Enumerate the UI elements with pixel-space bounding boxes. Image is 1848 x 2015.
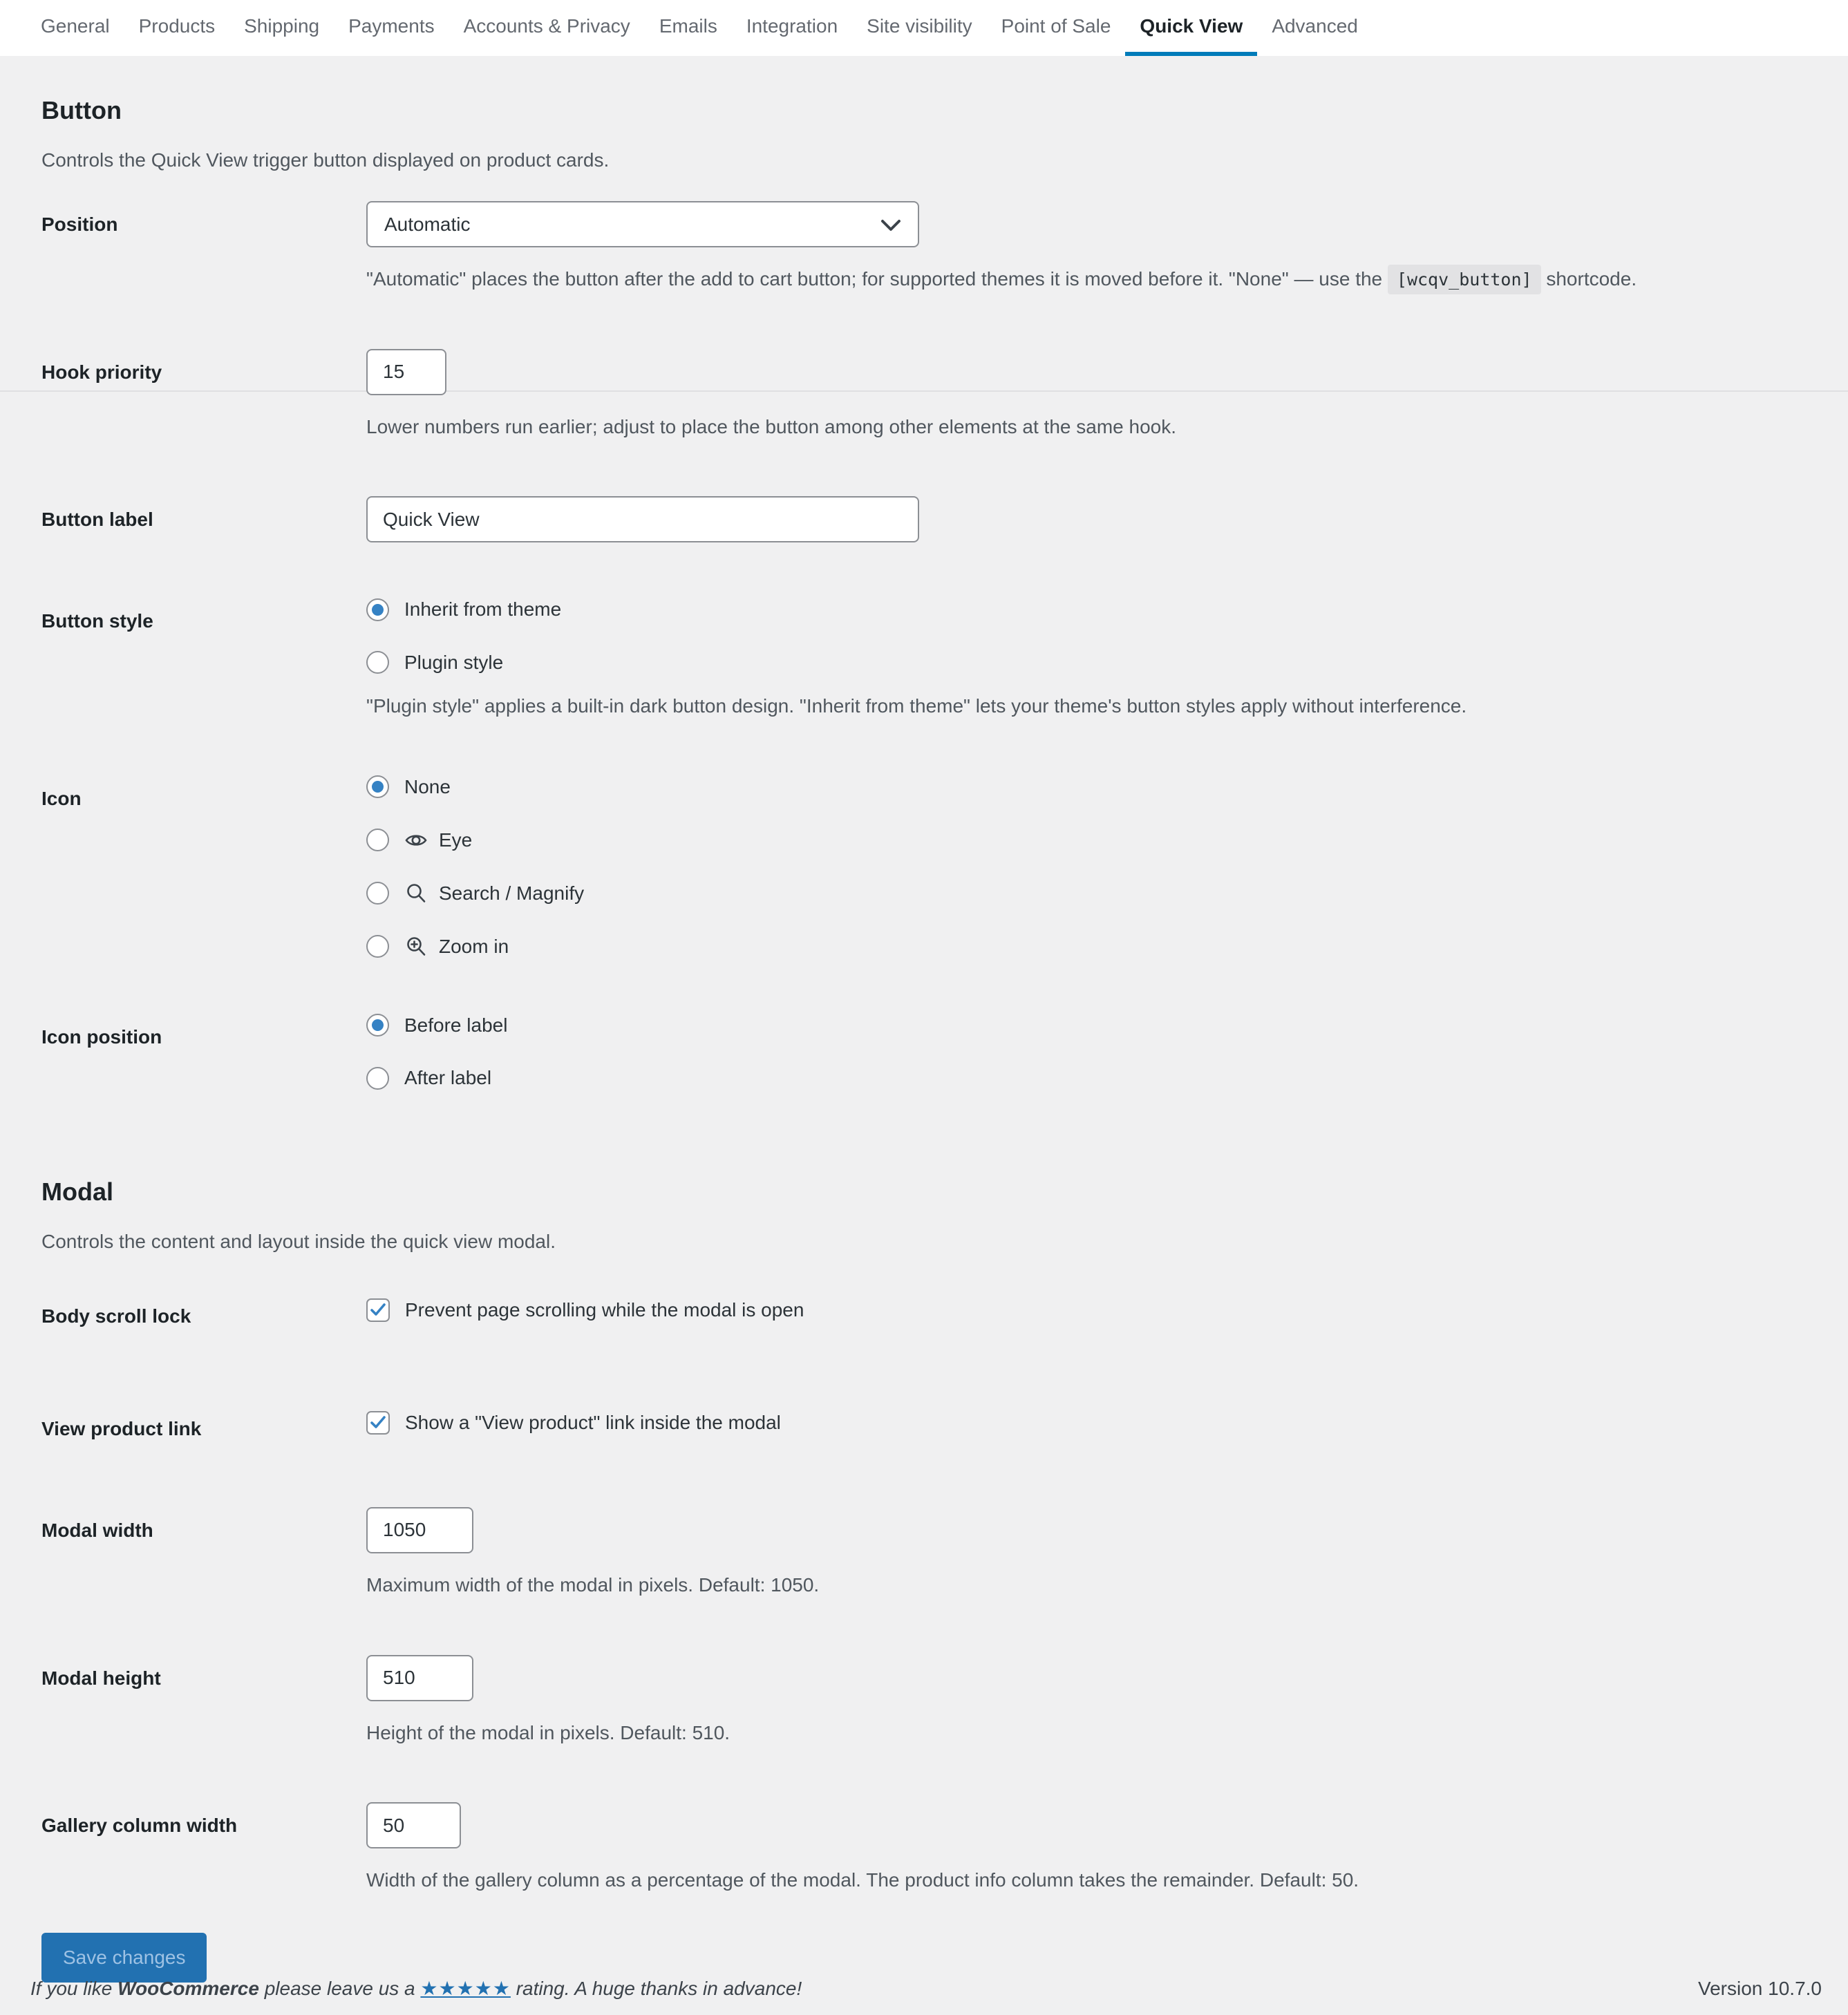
button-style-label: Button style	[41, 610, 153, 632]
radio-circle	[366, 935, 389, 958]
icon-row	[41, 748, 1807, 986]
woocommerce-brand: WooCommerce	[117, 1978, 259, 1999]
radio-label: Before label	[404, 1014, 508, 1036]
radio-icon-eye[interactable]	[366, 829, 1807, 852]
radio-label: Plugin style	[404, 651, 504, 673]
icon-position-label: Icon position	[41, 1025, 162, 1048]
radio-label: Zoom in	[439, 935, 509, 957]
radio-circle	[366, 651, 389, 674]
radio-plugin-style[interactable]	[366, 651, 1807, 674]
radio-after-label[interactable]	[366, 1066, 1807, 1090]
modal-height-row	[41, 1627, 1807, 1775]
radio-icon-none[interactable]	[366, 775, 1807, 799]
modal-width-row	[41, 1479, 1807, 1627]
tab-advanced[interactable]: Advanced	[1272, 15, 1358, 37]
tab-general[interactable]: General	[41, 15, 110, 37]
gallery-column-width-input[interactable]	[366, 1802, 461, 1848]
modal-height-input[interactable]	[366, 1655, 473, 1701]
radio-label: Search / Magnify	[439, 882, 585, 904]
hook-priority-label: Hook priority	[41, 361, 162, 383]
position-row	[41, 173, 1807, 321]
checkbox-checked-icon	[366, 1411, 390, 1435]
gallery-column-width-description: Width of the gallery column as a percentage of the modal. The product info column takes the remainder. Default: 50.	[366, 1869, 1359, 1891]
footer-rating-text: If you like WooCommerce please leave us a ★★★★★ rating. A huge thanks in advance!	[30, 1978, 802, 1999]
radio-label: None	[404, 776, 451, 798]
modal-width-description: Maximum width of the modal in pixels. Default: 1050.	[366, 1573, 820, 1596]
button-section-title: Button	[41, 96, 122, 124]
button-label-input[interactable]	[366, 496, 919, 542]
checkbox-checked-icon	[366, 1298, 390, 1322]
body-scroll-lock-row	[41, 1255, 1807, 1367]
hook-priority-row	[41, 321, 1807, 469]
radio-circle	[366, 829, 389, 851]
radio-icon-zoom-in[interactable]	[366, 935, 1807, 958]
body-scroll-lock-checkbox[interactable]	[366, 1293, 1807, 1322]
eye-icon	[404, 829, 428, 852]
modal-height-description: Height of the modal in pixels. Default: 510.	[366, 1721, 730, 1743]
radio-label: Eye	[439, 829, 473, 851]
icon-position-radio-group	[366, 1014, 1807, 1090]
tab-integration[interactable]: Integration	[746, 15, 838, 37]
radio-label: After label	[404, 1067, 492, 1089]
modal-width-input[interactable]	[366, 1507, 473, 1553]
radio-circle	[366, 598, 389, 621]
hook-priority-input[interactable]	[366, 349, 446, 395]
button-style-description: "Plugin style" applies a built-in dark button design. "Inherit from theme" lets your theme's button styles apply without interference.	[366, 694, 1467, 717]
button-style-radio-group	[366, 598, 1807, 674]
tab-emails[interactable]: Emails	[659, 15, 717, 37]
save-changes-button[interactable]: Save changes	[41, 1933, 207, 1983]
modal-section-title: Modal	[41, 1177, 113, 1206]
rating-stars-link[interactable]: ★★★★★	[420, 1978, 511, 1999]
hook-priority-description: Lower numbers run earlier; adjust to place the button among other elements at the same hook.	[366, 415, 1177, 437]
radio-circle	[366, 882, 389, 905]
tab-accounts-privacy[interactable]: Accounts & Privacy	[463, 15, 630, 37]
button-label-label: Button label	[41, 509, 153, 531]
radio-icon-search[interactable]	[366, 882, 1807, 905]
shortcode-snippet: [wcqv_button]	[1388, 265, 1541, 294]
search-icon	[404, 882, 428, 905]
gallery-column-width-label: Gallery column width	[41, 1815, 238, 1837]
tab-site-visibility[interactable]: Site visibility	[867, 15, 972, 37]
zoom-in-icon	[404, 935, 428, 958]
chevron-down-icon	[880, 219, 901, 232]
body-scroll-lock-label: Body scroll lock	[41, 1305, 191, 1327]
radio-before-label[interactable]	[366, 1014, 1807, 1037]
radio-label: Inherit from theme	[404, 598, 562, 621]
version-text: Version 10.7.0	[1697, 1978, 1822, 1999]
tab-point-of-sale[interactable]: Point of Sale	[1001, 15, 1111, 37]
button-section-description: Controls the Quick View trigger button displayed on product cards.	[41, 149, 610, 171]
view-product-link-checkbox[interactable]	[366, 1406, 1807, 1435]
button-style-row	[41, 570, 1807, 748]
icon-label: Icon	[41, 788, 82, 810]
modal-width-label: Modal width	[41, 1519, 153, 1541]
view-product-link-row	[41, 1368, 1807, 1479]
radio-circle	[366, 1067, 389, 1090]
radio-inherit-from-theme[interactable]	[366, 598, 1807, 621]
gallery-column-width-row	[41, 1775, 1807, 1922]
tab-shipping[interactable]: Shipping	[244, 15, 320, 37]
admin-footer	[0, 1977, 1848, 2000]
icon-radio-group	[366, 775, 1807, 958]
view-product-link-label: View product link	[41, 1417, 202, 1439]
tab-payments[interactable]: Payments	[348, 15, 435, 37]
checkbox-label: Prevent page scrolling while the modal is open	[405, 1299, 804, 1321]
tab-quick-view[interactable]: Quick View	[1125, 0, 1257, 56]
tab-products[interactable]: Products	[138, 15, 216, 37]
checkbox-label: Show a "View product" link inside the modal	[405, 1411, 781, 1433]
icon-position-row	[41, 986, 1807, 1117]
radio-circle	[366, 775, 389, 798]
position-label: Position	[41, 214, 118, 236]
modal-height-label: Modal height	[41, 1667, 161, 1689]
position-description: "Automatic" places the button after the add to cart button; for supported themes it is moved before it. "None" — use the [wcqv_button] shortcode.	[366, 265, 1807, 294]
radio-circle	[366, 1014, 389, 1037]
position-select-value: Automatic	[384, 213, 471, 235]
position-select[interactable]	[366, 201, 919, 247]
settings-tab-bar	[0, 0, 1848, 56]
button-label-row	[41, 469, 1807, 570]
modal-section-description: Controls the content and layout inside the quick view modal.	[41, 1230, 556, 1252]
settings-content	[0, 56, 1848, 1983]
